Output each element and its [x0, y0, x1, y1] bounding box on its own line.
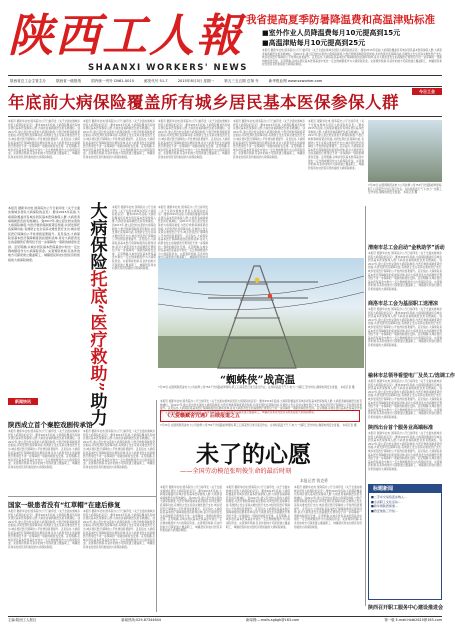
footer-website[interactable]: 新闻网:—mails.sgbgh@163.com [245, 618, 300, 622]
lead-article-col3: 本报讯 据新华社电 国务院办公厅日前印发《关于全面实施城乡居民大病保险的意见》,要求2015年底前,大病保险覆盖所有城乡居民基本医保参保人群,大病患者看病就医负担有效减轻。到2017年,建立起比较完善的大病保险制度,与医疗救助等制度紧密衔接,共同发挥托底保障功能,有效防止发生家庭灾难性医疗支出,城乡居民医疗保障的公平性得到显著提升。意见指出,大病保险是基本医疗保障制度的拓展和延伸,是对大病患者发生的高额医疗费用给予进一步保障的一项新的制度性安排。意见明确,从城乡居民基本医保基金中划出一定比例或额度作为大病保险资金。完善筹资机制,有条件的地方可探索建立覆盖职工、城镇居民和农村居民有机衔接的大病保险制度。 [158, 120, 230, 159]
feature-body-col2: 本报讯 据新华社电 国务院办公厅日前印发《关于全面实施城乡居民大病保险的意见》,要求2015年底前,大病保险覆盖所有城乡居民基本医保参保人群,大病患者看病就医负担有效减轻。到2017年,建立起比较完善的大病保险制度,与医疗救助等制度紧密衔接,共同发挥托底保障功能,有效防止发生家庭灾难性医疗支出,城乡居民医疗保障的公平性得到显著提升。意见指出,大病保险是基本医疗保障制度的拓展和延伸,是对大病患者发生的高额医疗费用给予进一步保障的一项新的制度性安排。意见明确,从城乡居民基本医保基金中划出一定比例或额度作为大病保险资金。完善筹资机制,有条件的地方可探索建立覆盖职工、城镇居民和农村居民有机衔接的大病保险制度。 [226, 486, 290, 529]
issue-info-bar [8, 75, 442, 87]
feature-body-col3: 本报讯 据新华社电 国务院办公厅日前印发《关于全面实施城乡居民大病保险的意见》,要求2015年底前,大病保险覆盖所有城乡居民基本医保参保人群,大病患者看病就医负担有效减轻。到2017年,建立起比较完善的大病保险制度,与医疗救助等制度紧密衔接,共同发挥托底保障功能,有效防止发生家庭灾难性医疗支出,城乡居民医疗保障的公平性得到显著提升。意见指出,大病保险是基本医疗保障制度的拓展和延伸,是对大病患者发生的高额医疗费用给予进一步保障的一项新的制度性安排。意见明确,从城乡居民基本医保基金中划出一定比例或额度作为大病保险资金。完善筹资机制,有条件的地方可探索建立覆盖职工、城镇居民和农村居民有机衔接的大病保险制度。 [294, 486, 362, 529]
section-tag-news: 新闻快讯 [8, 398, 38, 405]
divider [8, 116, 442, 117]
tower-illustration [158, 258, 364, 368]
footer-publisher: 主编:陕西工人报社 [8, 618, 37, 622]
footer-email[interactable]: 第一版 E-mail:hbtb2615@163.com [384, 618, 442, 622]
story-body-right-2: 本报讯 据新华社电 国务院办公厅日前印发《关于全面实施城乡居民大病保险的意见》,要求2015年底前,大病保险覆盖所有城乡居民基本医保参保人群,大病患者看病就医负担有效减轻。到2017年,建立起比较完善的大病保险制度,与医疗救助等制度紧密衔接,共同发挥托底保障功能,有效防止发生家庭灾难性医疗支出,城乡居民医疗保障的公平性得到显著提升。意见指出,大病保险是基本医疗保障制度的拓展和延伸,是对大病患者发生的高额医疗费用给予进一步保障的一项新的制度性安排。意见明确,从城乡居民基本医保基金中划出一定比例或额度作为大病保险资金。完善筹资机制,有条件的地方可探索建立覆盖职工、城镇居民和农村居民有机衔接的大病保险制度。 [368, 308, 442, 347]
story-body-left-1b: 本报讯 据新华社电 国务院办公厅日前印发《关于全面实施城乡居民大病保险的意见》,要求2015年底前,大病保险覆盖所有城乡居民基本医保参保人群,大病患者看病就医负担有效减轻。到2017年,建立起比较完善的大病保险制度,与医疗救助等制度紧密衔接,共同发挥托底保障功能,有效防止发生家庭灾难性医疗支出,城乡居民医疗保障的公平性得到显著提升。意见指出,大病保险是基本医疗保障制度的拓展和延伸,是对大病患者发生的高额医疗费用给予进一步保障的一项新的制度性安排。意见明确,从城乡居民基本医保基金中划出一定比例或额度作为大病保险资金。完善筹资机制,有条件的地方可探索建立覆盖职工、城镇居民和农村居民有机衔接的大病保险制度。 [83, 430, 155, 469]
issue-info: 邮发代号 51-7 [144, 79, 168, 83]
footer-hotline: 新闻热线:029-87344644 [121, 618, 161, 622]
headline-news-title: 标题新闻 [369, 485, 441, 493]
issue-info: 国内统一刊号 CN61-0015 [91, 79, 135, 83]
newspaper-logo: 陕西工人報 [8, 9, 244, 62]
story-headline-right-1[interactable]: 渭南市总工会启动“金秋助学”活动 [368, 245, 445, 251]
column-divider [365, 206, 366, 606]
story-headline-right-3[interactable]: 榆林市总领导看望电厂及员工/选调工作 [368, 373, 455, 379]
headline-news-box [368, 484, 442, 600]
issue-info: 新华报业网 www.sxworker.com [268, 79, 323, 83]
story-body-right-4: 本报讯 据新华社电 国务院办公厅日前印发《关于全面实施城乡居民大病保险的意见》,要求2015年底前,大病保险覆盖所有城乡居民基本医保参保人群,大病患者看病就医负担有效减轻。到2017年,建立起比较完善的大病保险制度,与医疗救助等制度紧密衔接,共同发挥托底保障功能,有效防止发生家庭灾难性医疗支出,城乡居民医疗保障的公平性得到显著提升。意见指出,大病保险是基本医疗保障制度的拓展和延伸,是对大病患者发生的高额医疗费用给予进一步保障的一项新的制度性安排。意见明确,从城乡居民基本医保基金中划出一定比例或额度作为大病保险资金。完善筹资机制,有条件的地方可探索建立覆盖职工、城镇居民和农村居民有机衔接的大病保险制度。 [368, 432, 442, 471]
headline-news-item[interactable]: ■新华网陕西频道... [371, 504, 398, 509]
worker-photo-caption: 7月30日,在国网陕西省电力公司检修公司750千伏线路检修现场,职工们顶着烈日进行高空作业。在持续高温天气下,电力一线职工坚守岗位,确保电网安全度夏。 本报记者 摄 [368, 184, 442, 195]
vertical-title-part: 托底 [86, 270, 107, 304]
feature-intro: 本报讯 据新华社电 国务院办公厅日前印发《关于全面实施城乡居民大病保险的意见》,要求2015年底前,大病保险覆盖所有城乡居民基本医保参保人群,大病患者看病就医负担有效减轻。到2017年,建立起比较完善的大病保险制度,与医疗救助等制度紧密衔接,共同发挥托底保障功能,有效防止发生家庭灾难性医疗支出,城乡居民医疗保障的公平性得到显著提升。意见指出,大病保险是基本医疗保障制度的拓展和延伸,是对大病患者发生的高额医疗费用给予进一步保障的一项新的制度性安排。意见明确,从城乡居民基本医保基金中划出一定比例或额度作为大病保险资金。完善筹资机制,有条件的地方可探索建立覆盖职工、城镇居民和农村居民有机衔接的大病保险制度。 [160, 400, 362, 414]
masthead-bullet-2: ■高温津贴每月10元提高到25元 [262, 39, 366, 47]
story-body-right-3: 本报讯 据新华社电 国务院办公厅日前印发《关于全面实施城乡居民大病保险的意见》,要求2015年底前,大病保险覆盖所有城乡居民基本医保参保人群,大病患者看病就医负担有效减轻。到2017年,建立起比较完善的大病保险制度,与医疗救助等制度紧密衔接,共同发挥托底保障功能,有效防止发生家庭灾难性医疗支出,城乡居民医疗保障的公平性得到显著提升。意见指出,大病保险是基本医疗保障制度的拓展和延伸,是对大病患者发生的高额医疗费用给予进一步保障的一项新的制度性安排。意见明确,从城乡居民基本医保基金中划出一定比例或额度作为大病保险资金。完善筹资机制,有条件的地方可探索建立覆盖职工、城镇居民和农村居民有机衔接的大病保险制度。 [368, 380, 442, 419]
divider [8, 496, 156, 497]
story-body-left-2b: 本报讯 据新华社电 国务院办公厅日前印发《关于全面实施城乡居民大病保险的意见》,要求2015年底前,大病保险覆盖所有城乡居民基本医保参保人群,大病患者看病就医负担有效减轻。到2017年,建立起比较完善的大病保险制度,与医疗救助等制度紧密衔接,共同发挥托底保障功能,有效防止发生家庭灾难性医疗支出,城乡居民医疗保障的公平性得到显著提升。意见指出,大病保险是基本医疗保障制度的拓展和延伸,是对大病患者发生的高额医疗费用给予进一步保障的一项新的制度性安排。意见明确,从城乡居民基本医保基金中划出一定比例或额度作为大病保险资金。完善筹资机制,有条件的地方可探索建立覆盖职工、城镇居民和农村居民有机衔接的大病保险制度。 [83, 510, 155, 549]
commentary-column: 本报讯 据新华社电 国务院办公厅日前印发《关于全面实施城乡居民大病保险的意见》,要求2015年底前,大病保险覆盖所有城乡居民基本医保参保人群,大病患者看病就医负担有效减轻。到2017年,建立起比较完善的大病保险制度,与医疗救助等制度紧密衔接,共同发挥托底保障功能,有效防止发生家庭灾难性医疗支出,城乡居民医疗保障的公平性得到显著提升。意见指出,大病保险是基本医疗保障制度的拓展和延伸,是对大病患者发生的高额医疗费用给予进一步保障的一项新的制度性安排。意见明确,从城乡居民基本医保基金中划出一定比例或额度作为大病保险资金。完善筹资机制,有条件的地方可探索建立覆盖职工、城镇居民和农村居民有机衔接的大病保险制度。 [8, 206, 81, 262]
article-col-c: 本报讯 据新华社电 国务院办公厅日前印发《关于全面实施城乡居民大病保险的意见》,要求2015年底前,大病保险覆盖所有城乡居民基本医保参保人群,大病患者看病就医负担有效减轻。到2017年,建立起比较完善的大病保险制度,与医疗救助等制度紧密衔接,共同发挥托底保障功能,有效防止发生家庭灾难性医疗支出,城乡居民医疗保障的公平性得到显著提升。意见指出,大病保险是基本医疗保障制度的拓展和延伸,是对大病患者发生的高额医疗费用给予进一步保障的一项新的制度性安排。意见明确,从城乡居民基本医保基金中划出一定比例或额度作为大病保险资金。完善筹资机制,有条件的 [158, 206, 208, 256]
story-body-left-1a: 本报讯 据新华社电 国务院办公厅日前印发《关于全面实施城乡居民大病保险的意见》,要求2015年底前,大病保险覆盖所有城乡居民基本医保参保人群,大病患者看病就医负担有效减轻。到2017年,建立起比较完善的大病保险制度,与医疗救助等制度紧密衔接,共同发挥托底保障功能,有效防止发生家庭灾难性医疗支出,城乡居民医疗保障的公平性得到显著提升。意见指出,大病保险是基本医疗保障制度的拓展和延伸,是对大病患者发生的高额医疗费用给予进一步保障的一项新的制度性安排。意见明确,从城乡居民基本医保基金中划出一定比例或额度作为大病保险资金。完善筹资机制,有条件的地方可探索建立覆盖职工、城镇居民和农村居民有机衔接的大病保险制度。 [8, 430, 80, 469]
masthead-bullet-1: ■室外作业人员降温费每月10元提高到15元 [262, 29, 401, 37]
high-voltage-tower-photo [158, 258, 364, 368]
newspaper-english-name: SHAANXI WORKERS' NEWS [88, 63, 248, 73]
story-headline-right-2[interactable]: 商洛市总工会为基层职工送清凉 [368, 301, 439, 307]
issue-info: 第五三五五期 总第 号 [224, 79, 259, 83]
story-headline-left-2[interactable]: 国家一级患者没有“红草帽”在建后修复 [8, 501, 121, 509]
main-headline[interactable]: 年底前大病保险覆盖所有城乡居民基本医保参保人群 [8, 93, 399, 112]
headline-news-item[interactable]: ■西安地铁三号线... [371, 508, 398, 513]
section-tag-today: 今日工会 [412, 88, 442, 95]
headline-news-item[interactable]: ■二手车交易将逐步纳入... [371, 495, 407, 499]
photo-feature-title[interactable]: “蜘蛛侠”战高温 [220, 374, 296, 386]
story-headline-right-5[interactable]: 陕西召开职工服务中心建设推进会 [368, 605, 444, 611]
page-footer [8, 616, 442, 624]
story-body-right-1: 本报讯 据新华社电 国务院办公厅日前印发《关于全面实施城乡居民大病保险的意见》,要求2015年底前,大病保险覆盖所有城乡居民基本医保参保人群,大病患者看病就医负担有效减轻。到2017年,建立起比较完善的大病保险制度,与医疗救助等制度紧密衔接,共同发挥托底保障功能,有效防止发生家庭灾难性医疗支出,城乡居民医疗保障的公平性得到显著提升。意见指出,大病保险是基本医疗保障制度的拓展和延伸,是对大病患者发生的高额医疗费用给予进一步保障的一项新的制度性安排。意见明确,从城乡居民基本医保基金中划出一定比例或额度作为大病保险资金。完善筹资机制,有条件的地方可探索建立覆盖职工、城镇居民和农村居民有机衔接的大病保险制度。 [368, 252, 442, 291]
worker-photo [368, 120, 442, 182]
headline-news-list [369, 493, 441, 589]
issue-info: 陕西省一级报纸 [55, 79, 82, 83]
vertical-title-part: 助力 [86, 391, 107, 426]
vertical-title-part: “医疗救助” [86, 304, 107, 392]
photo-feature-caption: 7月30日,在国网陕西省电力公司检修公司750千伏线路检修现场,职工们顶着烈日进行高空作业。在持续高温天气下,电力一线职工坚守岗位,确保电网安全度夏。 本报记者 摄 [158, 386, 355, 389]
feature-photo-caption: 7月30日,在国网陕西省电力公司检修公司750千伏线路检修现场,职工们顶着烈日进行高空作业。在持续高温天气下,电力一线职工坚守岗位,确保电网安全度夏。 本报记者 摄 [160, 424, 357, 427]
vertical-title-part: 大病保险 [86, 202, 107, 270]
masthead-lead-headline[interactable]: 我省提高夏季防暑降温费和高温津贴标准 [246, 14, 435, 26]
issue-info: 2015年8月3日 星期一 [177, 79, 215, 83]
issue-info: 陕西省总工会主管主办 [10, 79, 46, 83]
feature-author: 本报记者 钱克勇 [300, 478, 328, 483]
story-body-left-2a: 本报讯 据新华社电 国务院办公厅日前印发《关于全面实施城乡居民大病保险的意见》,要求2015年底前,大病保险覆盖所有城乡居民基本医保参保人群,大病患者看病就医负担有效减轻。到2017年,建立起比较完善的大病保险制度,与医疗救助等制度紧密衔接,共同发挥托底保障功能,有效防止发生家庭灾难性医疗支出,城乡居民医疗保障的公平性得到显著提升。意见指出,大病保险是基本医疗保障制度的拓展和延伸,是对大病患者发生的高额医疗费用给予进一步保障的一项新的制度性安排。意见明确,从城乡居民基本医保基金中划出一定比例或额度作为大病保险资金。完善筹资机制,有条件的地方可探索建立覆盖职工、城镇居民和农村居民有机衔接的大病保险制度。 [8, 510, 80, 549]
feature-title[interactable]: 未了的心愿 [196, 441, 311, 468]
commentary-vertical-title [82, 202, 110, 426]
lead-article-col1: 本报讯 据新华社电 国务院办公厅日前印发《关于全面实施城乡居民大病保险的意见》,要求2015年底前,大病保险覆盖所有城乡居民基本医保参保人群,大病患者看病就医负担有效减轻。到2017年,建立起比较完善的大病保险制度,与医疗救助等制度紧密衔接,共同发挥托底保障功能,有效防止发生家庭灾难性医疗支出,城乡居民医疗保障的公平性得到显著提升。意见指出,大病保险是基本医疗保障制度的拓展和延伸,是对大病患者发生的高额医疗费用给予进一步保障的一项新的制度性安排。意见明确,从城乡居民基本医保基金中划出一定比例或额度作为大病保险资金。完善筹资机制,有条件的地方可探索建立覆盖职工、城镇居民和农村居民有机衔接的大病保险制度。 [8, 120, 80, 159]
feature-kicker: 《大爱赣藏舍咒遇》后续报道之五 [160, 410, 360, 422]
headline-news-item[interactable]: ■全省职工文化活动... [371, 499, 401, 504]
lead-article-col2: 本报讯 据新华社电 国务院办公厅日前印发《关于全面实施城乡居民大病保险的意见》,要求2015年底前,大病保险覆盖所有城乡居民基本医保参保人群,大病患者看病就医负担有效减轻。到2017年,建立起比较完善的大病保险制度,与医疗救助等制度紧密衔接,共同发挥托底保障功能,有效防止发生家庭灾难性医疗支出,城乡居民医疗保障的公平性得到显著提升。意见指出,大病保险是基本医疗保障制度的拓展和延伸,是对大病患者发生的高额医疗费用给予进一步保障的一项新的制度性安排。意见明确,从城乡居民基本医保基金中划出一定比例或额度作为大病保险资金。完善筹资机制,有条件的地方可探索建立覆盖职工、城镇居民和农村居民有机衔接的大病保险制度。 [83, 120, 155, 159]
story-headline-right-4[interactable]: 陕西出台首个服务业高端标准 [368, 425, 434, 431]
column-divider [156, 400, 157, 612]
feature-body-col1: 本报讯 据新华社电 国务院办公厅日前印发《关于全面实施城乡居民大病保险的意见》,要求2015年底前,大病保险覆盖所有城乡居民基本医保参保人群,大病患者看病就医负担有效减轻。到2017年,建立起比较完善的大病保险制度,与医疗救助等制度紧密衔接,共同发挥托底保障功能,有效防止发生家庭灾难性医疗支出,城乡居民医疗保障的公平性得到显著提升。意见指出,大病保险是基本医疗保障制度的拓展和延伸,是对大病患者发生的高额医疗费用给予进一步保障的一项新的制度性安排。意见明确,从城乡居民基本医保基金中划出一定比例或额度作为大病保险资金。完善筹资机制,有条件的地方可探索建立覆盖职工、城镇居民和农村居民有机衔接的大病保险制度。 [160, 486, 222, 533]
commentary-text-b: 本报讯 据新华社电 国务院办公厅日前印发《关于全面实施城乡居民大病保险的意见》,要求2015年底前,大病保险覆盖所有城乡居民基本医保参保人群,大病患者看病就医负担有效减轻。到2017年,建立起比较完善的大病保险制度,与医疗救助等制度紧密衔接,共同发挥托底保障功能,有效防止发生家庭灾难性医疗支出,城乡居民医疗保障的公平性得到显著提升。意见指出,大病保险是基本医疗保障制度的拓展和延伸,是对大病患者发生的高额医疗费用给予进一步保障的一项新的制度性安排。意见明确,从城乡居民基本医保基金中划出一定比例或额度作为大病保险资金。完善筹资机制,有条件的地方可探索建立覆盖职工、城镇居民和农村居民有机衔接的大病保险制度。 [112, 206, 156, 271]
lead-article-col5: 本报讯 据新华社电 国务院办公厅日前印发《关于全面实施城乡居民大病保险的意见》,要求2015年底前,大病保险覆盖所有城乡居民基本医保参保人群,大病患者看病就医负担有效减轻。到2017年,建立起比较完善的大病保险制度,与医疗救助等制度紧密衔接,共同发挥托底保障功能,有效防止发生家庭灾难性医疗支出,城乡居民医疗保障的公平性得到显著提升。意见指出,大病保险是基本医疗保障制度的拓展和延伸,是对大病患者发生的高额医疗费用给予进一步保障的一项新的制度性安排。意见明确,从城乡居民基本医保基金中划出一定比例或额度作为大病保险资金。完善筹资机制,有条件的地方可探索建立覆盖职工、城镇居民和农村居民有机衔接的大病保险制度。 [308, 120, 364, 170]
masthead-lead-text: 本报讯 据新华社电 国务院办公厅日前印发《关于全面实施城乡居民大病保险的意见》,要求2015年底前,大病保险覆盖所有城乡居民基本医保参保人群,大病患者看病就医负担有效减轻。到2017年,建立起比较完善的大病保险制度,与医疗救助等制度紧密衔接,共同发挥托底保障功能,有效防止发生家庭灾难性医疗支出,城乡居民医疗保障的公平性得到显著提升。意见指出,大病保险是基本医疗保障制度的拓展和延伸,是对大病患者发生的高额医疗费用给予进一步保障的一项新的制度性安排。意见明确,从城乡居民基本医保基金中划出一定比例或额度作为大病保险资金。完善筹资机制,有条件的地方可探索建立覆盖职工、城镇居民和农村居民有机衔接的大病保险制度。 [262, 49, 442, 67]
lead-article-col4: 本报讯 据新华社电 国务院办公厅日前印发《关于全面实施城乡居民大病保险的意见》,要求2015年底前,大病保险覆盖所有城乡居民基本医保参保人群,大病患者看病就医负担有效减轻。到2017年,建立起比较完善的大病保险制度,与医疗救助等制度紧密衔接,共同发挥托底保障功能,有效防止发生家庭灾难性医疗支出,城乡居民医疗保障的公平性得到显著提升。意见指出,大病保险是基本医疗保障制度的拓展和延伸,是对大病患者发生的高额医疗费用给予进一步保障的一项新的制度性安排。意见明确,从城乡居民基本医保基金中划出一定比例或额度作为大病保险资金。完善筹资机制,有条件的地方可探索建立覆盖职工、城镇居民和农村居民有机衔接的大病保险制度。 [233, 120, 305, 159]
story-headline-left-1[interactable]: 陕西成立首个秦腔戏剧传承馆 [8, 421, 93, 429]
feature-subtitle: ——全国劳动模范张明俊生命的最后时刻 [180, 468, 292, 475]
